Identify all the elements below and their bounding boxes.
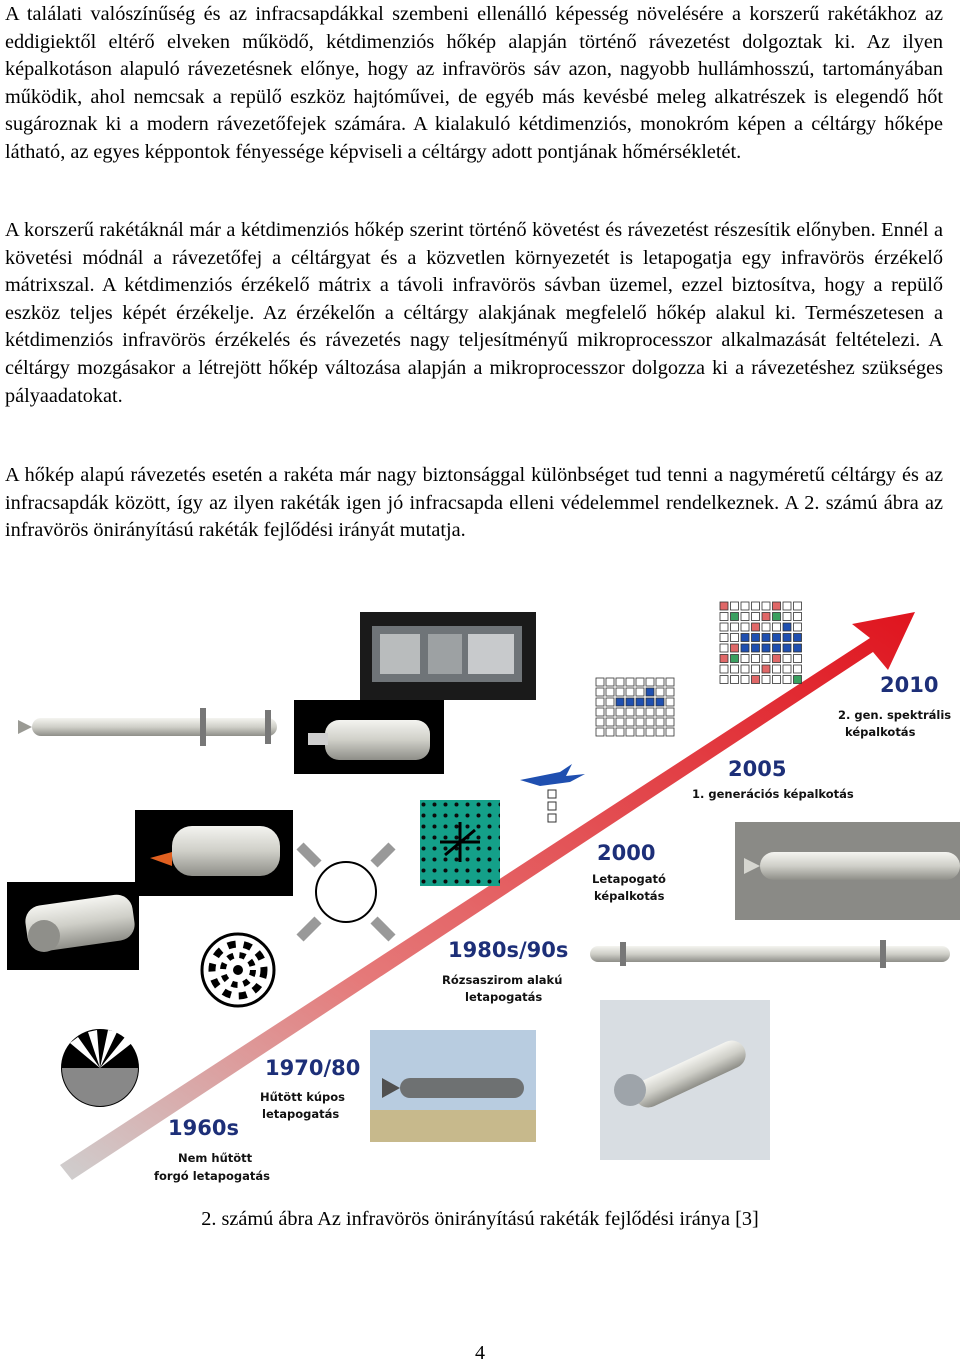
label-1960s: [154, 1116, 270, 1183]
svg-text:Nem hűtött: Nem hűtött: [178, 1151, 253, 1165]
seeker-photo-4: [7, 882, 139, 970]
svg-text:letapogatás: letapogatás: [465, 990, 543, 1004]
svg-text:1970/80: 1970/80: [265, 1056, 361, 1080]
matrix-pixel: [752, 676, 760, 684]
svg-text:2010: 2010: [880, 673, 939, 697]
matrix-pixel: [752, 665, 760, 673]
matrix-pixel: [720, 634, 728, 642]
matrix-pixel: [626, 708, 634, 716]
matrix-pixel: [616, 728, 624, 736]
svg-text:forgó letapogatás: forgó letapogatás: [154, 1169, 270, 1183]
matrix-pixel: [783, 655, 791, 663]
sensor-grid-image: [420, 800, 500, 886]
rotating-reticle-icon: [62, 1030, 138, 1106]
matrix-pixel: [636, 708, 644, 716]
matrix-pixel: [720, 655, 728, 663]
matrix-pixel: [656, 718, 664, 726]
matrix-pixel: [626, 718, 634, 726]
svg-text:képalkotás: képalkotás: [845, 725, 916, 739]
matrix-pixel: [636, 688, 644, 696]
matrix-pixel: [731, 623, 739, 631]
rosette-scan-icon: [300, 846, 392, 938]
label-2005: [692, 757, 854, 801]
matrix-pixel: [596, 688, 604, 696]
matrix-pixel: [762, 602, 770, 610]
matrix-pixel: [596, 698, 604, 706]
matrix-pixel: [720, 644, 728, 652]
matrix-pixel: [752, 655, 760, 663]
matrix-pixel: [752, 623, 760, 631]
matrix-pixel: [783, 665, 791, 673]
matrix-pixel: [731, 634, 739, 642]
missile-photo-6: [590, 940, 950, 968]
matrix-pixel: [773, 623, 781, 631]
missile-photo-7: [370, 1030, 536, 1142]
missile-photo-1: [18, 708, 277, 746]
svg-text:Letapogató: Letapogató: [592, 872, 666, 886]
pixel-matrix-1: [596, 678, 674, 736]
matrix-pixel: [783, 602, 791, 610]
svg-text:2005: 2005: [728, 757, 787, 781]
svg-text:2000: 2000: [597, 841, 656, 865]
matrix-pixel: [636, 728, 644, 736]
matrix-pixel: [794, 634, 802, 642]
aircraft-icon: [520, 764, 585, 822]
matrix-pixel: [741, 644, 749, 652]
matrix-pixel: [626, 728, 634, 736]
matrix-pixel: [773, 634, 781, 642]
matrix-pixel: [606, 708, 614, 716]
matrix-pixel: [666, 708, 674, 716]
matrix-pixel: [762, 623, 770, 631]
matrix-pixel: [741, 676, 749, 684]
matrix-pixel: [762, 655, 770, 663]
matrix-pixel: [646, 718, 654, 726]
electronics-photo: [360, 612, 536, 700]
matrix-pixel: [646, 678, 654, 686]
matrix-pixel: [794, 623, 802, 631]
matrix-pixel: [762, 676, 770, 684]
svg-text:letapogatás: letapogatás: [262, 1107, 340, 1121]
matrix-pixel: [606, 698, 614, 706]
matrix-pixel: [606, 728, 614, 736]
matrix-pixel: [596, 678, 604, 686]
missile-photo-8: [600, 1000, 770, 1160]
matrix-pixel: [666, 698, 674, 706]
svg-text:Rózsaszirom alakú: Rózsaszirom alakú: [442, 973, 563, 987]
paragraph-2: A korszerű rakétáknál már a kétdimenziós hőkép szerint történő követést és rávezetést részesítik előnyben. Ennél a követési módnál a rávezetőfej a céltárgyat és a közvetlen környezetét is letapogatja egy infravörös érzékelő mátrixszal. A kétdimenziós érzékelő mátrix a távoli infravörös sávban üzemel, ezzel biztosítva, hogy a repülő eszköz teljes képét érzékelje. Az érzékelőn a céltárgy alakjának megfelelő hőkép alakul ki. Természetesen a kétdimenziós infravörös érzékelés és rávezetés nagy teljesítményű mikroprocesszor alkalmazását feltételezi. A céltárgy mozgásakor a létrejött hőkép változása alapján a mikroprocesszor dolgozza ki a rávezetéshez szükséges pályaadatokat.: [5, 219, 943, 407]
conical-scan-reticle-icon: [202, 934, 274, 1006]
matrix-pixel: [666, 728, 674, 736]
matrix-pixel: [720, 676, 728, 684]
matrix-pixel: [783, 613, 791, 621]
matrix-pixel: [720, 665, 728, 673]
matrix-pixel: [596, 708, 604, 716]
matrix-pixel: [606, 718, 614, 726]
matrix-pixel: [731, 655, 739, 663]
matrix-pixel: [752, 644, 760, 652]
matrix-pixel: [606, 688, 614, 696]
matrix-pixel: [752, 634, 760, 642]
matrix-pixel: [656, 728, 664, 736]
matrix-pixel: [762, 634, 770, 642]
svg-text:1. generációs képalkotás: 1. generációs képalkotás: [692, 787, 854, 801]
label-1980s-90s: [442, 938, 568, 1004]
matrix-pixel: [636, 698, 644, 706]
ir-missile-evolution-figure: [0, 590, 960, 1200]
page-number: 4: [475, 1342, 485, 1364]
svg-text:Hűtött kúpos: Hűtött kúpos: [260, 1090, 346, 1104]
matrix-pixel: [596, 718, 604, 726]
matrix-pixel: [596, 728, 604, 736]
matrix-pixel: [783, 644, 791, 652]
matrix-pixel: [606, 678, 614, 686]
matrix-pixel: [626, 688, 634, 696]
matrix-pixel: [783, 676, 791, 684]
matrix-pixel: [731, 676, 739, 684]
matrix-pixel: [616, 698, 624, 706]
matrix-pixel: [741, 634, 749, 642]
label-1970-80: [260, 1056, 360, 1121]
matrix-pixel: [616, 708, 624, 716]
matrix-pixel: [762, 644, 770, 652]
matrix-pixel: [762, 665, 770, 673]
paragraph-3: A hőkép alapú rávezetés esetén a rakéta már nagy biztonsággal különbséget tud tenni a nagyméretű céltárgy és az infracsapdák között, így az ilyen rakéták igen jó infracsapda elleni védelemmel rendelkeznek. A 2. számú ábra az infravörös önirányítású rakéták fejlődési irányát mutatja.: [5, 464, 943, 542]
matrix-pixel: [773, 602, 781, 610]
matrix-pixel: [741, 602, 749, 610]
matrix-pixel: [741, 655, 749, 663]
matrix-pixel: [731, 644, 739, 652]
matrix-pixel: [731, 613, 739, 621]
matrix-pixel: [752, 602, 760, 610]
matrix-pixel: [773, 644, 781, 652]
seeker-photo-2: [294, 700, 444, 774]
matrix-pixel: [626, 678, 634, 686]
matrix-pixel: [656, 708, 664, 716]
matrix-pixel: [666, 678, 674, 686]
matrix-pixel: [752, 613, 760, 621]
matrix-pixel: [773, 676, 781, 684]
matrix-pixel: [773, 665, 781, 673]
matrix-pixel: [773, 613, 781, 621]
matrix-pixel: [794, 602, 802, 610]
matrix-pixel: [741, 613, 749, 621]
svg-text:képalkotás: képalkotás: [594, 889, 665, 903]
missile-photo-5: [735, 822, 960, 920]
matrix-pixel: [646, 688, 654, 696]
matrix-pixel: [666, 688, 674, 696]
matrix-pixel: [636, 718, 644, 726]
matrix-pixel: [636, 678, 644, 686]
matrix-pixel: [741, 665, 749, 673]
matrix-pixel: [731, 602, 739, 610]
matrix-pixel: [656, 688, 664, 696]
svg-text:1980s/90s: 1980s/90s: [448, 938, 569, 962]
matrix-pixel: [666, 718, 674, 726]
matrix-pixel: [731, 665, 739, 673]
matrix-pixel: [656, 698, 664, 706]
matrix-pixel: [741, 623, 749, 631]
matrix-pixel: [720, 602, 728, 610]
matrix-pixel: [646, 728, 654, 736]
matrix-pixel: [616, 718, 624, 726]
svg-text:1960s: 1960s: [168, 1116, 239, 1140]
matrix-pixel: [720, 613, 728, 621]
matrix-pixel: [656, 678, 664, 686]
matrix-pixel: [626, 698, 634, 706]
matrix-pixel: [720, 623, 728, 631]
matrix-pixel: [794, 613, 802, 621]
matrix-pixel: [794, 676, 802, 684]
paragraph-1: A találati valószínűség és az infracsapdákkal szembeni ellenálló képesség növelésére a korszerű rakétákhoz az eddigiektől eltérő elveken működő, kétdimenziós hőkép alapján történő rávezetést dolgoztak ki. Az ilyen képalkotáson alapuló rávezetésnek előnye, hogy az infravörös sáv azon, nagyobb hullámhosszú, tartományában működik, ahol nemcsak a repülő eszköz hajtóművei, de egyéb más kevésbé meleg alkatrészek is elegendő hőt sugároznak ki a modern rávezetőfejek számára. A kialakuló kétdimenziós, monokróm képen a céltárgy hőképe látható, az egyes képpontok fényessége képviseli a céltárgy adott pontjának hőmérsékletét.: [5, 3, 943, 163]
matrix-pixel: [646, 698, 654, 706]
seeker-photo-3: [135, 810, 293, 896]
matrix-pixel: [616, 678, 624, 686]
matrix-pixel: [783, 634, 791, 642]
matrix-pixel: [616, 688, 624, 696]
matrix-pixel: [794, 665, 802, 673]
pixel-matrix-2: [720, 602, 802, 684]
matrix-pixel: [773, 655, 781, 663]
matrix-pixel: [794, 655, 802, 663]
matrix-pixel: [762, 613, 770, 621]
svg-text:2. gen. spektrális: 2. gen. spektrális: [838, 708, 952, 722]
matrix-pixel: [794, 644, 802, 652]
matrix-pixel: [783, 623, 791, 631]
matrix-pixel: [646, 708, 654, 716]
label-2010: [838, 673, 951, 739]
figure-caption: 2. számú ábra Az infravörös önirányítású rakéták fejlődési iránya [3]: [201, 1208, 759, 1230]
label-2000: [592, 841, 666, 903]
